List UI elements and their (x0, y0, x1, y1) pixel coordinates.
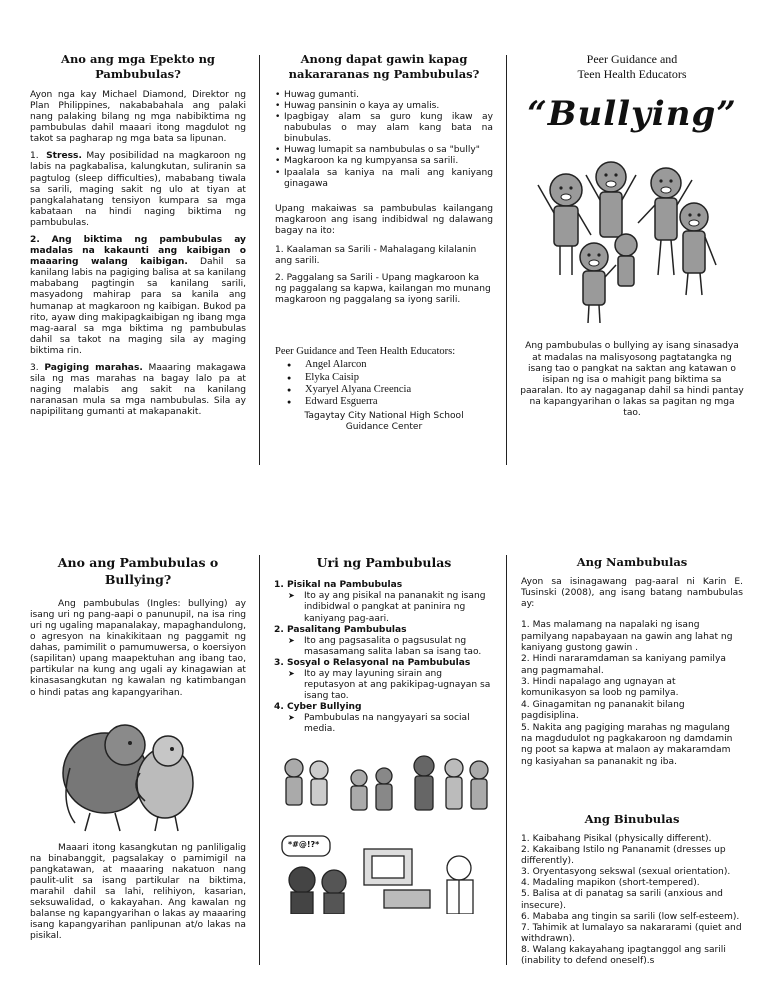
bully-trait: 5. Nakita ang pagiging marahas ng magulang na magdudulot ng pagkakaroon ng damdamin ng poot sa kapwa at malaon ay makaramdam ng kasiyahan sa pananakit ng iba. (521, 722, 733, 767)
types-title: Uri ng Pambubulas (316, 555, 452, 570)
bullies-intro: Ayon sa isinagawang pag-aaral ni Karin E. Tusinski (2008), ang isang batang nambubulas ay: (521, 577, 743, 610)
victim-trait: 2. Kakaibang Istilo ng Pananamit (dresses up differently). (521, 845, 726, 867)
victim-traits (521, 834, 743, 967)
bullying-types-illustration (274, 748, 494, 828)
type-item: 4. Cyber Bullying ➤ Pambubulas na nangyayari sa social media. (274, 702, 494, 735)
cover-title: “Bullying” (527, 94, 737, 134)
effects-intro: Ayon nga kay Michael Diamond, Direktor ng Plan Philippines, nakababahala ang palaki nang palaking bilang ng mga nabibiktima ng pambubulas dahil maaari itong magdulot ng takot sa pagharap ng mga bata sa lipunan. (30, 89, 246, 145)
guidance-center: Guidance Center (345, 421, 423, 432)
advice-item: • Huwag lumapit sa nambubulas o sa "bully" (275, 145, 493, 156)
divider-bottom-right (506, 555, 507, 965)
victim-trait: 7. Tahimik at lumalayo sa nakararami (quiet and withdrawn). (521, 922, 742, 944)
effect-item-1: 1. Stress. May posibilidad na magkaroon ng labis na pagkabalisa, kalungkutan, suliranin sa pagtulog (sleep difficulties), mababang tiwala sa sarili, maging sakit ng ulo at tiyan at pangkalahatang tensiyon kumpara sa mga kabataan na hindi naging biktima ng pambubulas. (30, 151, 246, 228)
speech-bubble-text: *#@!?* (288, 839, 320, 849)
school-name: Tagaytay City National High School (304, 410, 464, 421)
credit-name: ● Xyaryel Alyana Creencia (287, 384, 493, 396)
kids-group-illustration (516, 145, 748, 335)
what-to-do-panel (275, 52, 493, 433)
advice-item: • Huwag pansinin o kaya ay umalis. (275, 101, 493, 112)
what-to-do-title: Anong dapat gawin kapag nakararanas ng Pambubulas? (288, 52, 480, 81)
prevention-intro: Upang makaiwas sa pambubulas kailangang magkaroon ang isang indibidwal ng dalawang bagay na ito: (275, 203, 493, 236)
divider-top-right (506, 55, 507, 465)
bully-trait: 4. Ginagamitan ng pananakit bilang pagdisiplina. (521, 699, 685, 722)
credit-name: ● Angel Alarcon (287, 359, 493, 371)
advice-item: • Huwag gumanti. (275, 90, 493, 101)
credit-name: ● Edward Esguerra (287, 396, 493, 408)
cover-caption: Ang pambubulas o bullying ay isang sinasadya at madalas na malisyosong pagtatangka ng isang tao o pangkat na saktan ang katawan o isipan ng isa o mahigit pang biktima sa paaralan. Ito ay nagaganap dahil sa hindi pantay na kapangyarihan o lakas sa pagitan ng mga tao. (520, 341, 744, 419)
credits (275, 346, 493, 432)
bully-trait: 1. Mas malamang na napalaki ng isang pamilyang napabayaan na gawin ang lahat ng kaniyang gustong gawin . (521, 620, 733, 654)
bully-illustration (30, 713, 246, 833)
definition-panel (30, 555, 246, 948)
bully-trait: 2. Hindi nararamdaman sa kaniyang pamilya ang pagmamahal. (521, 654, 726, 676)
victim-trait: 1. Kaibahang Pisikal (physically different). (521, 833, 712, 844)
org-name: Peer Guidance and Teen Health Educators (577, 52, 687, 81)
victim-trait: 8. Walang kakayahang ipagtanggol ang sarili (inability to defend oneself).s (521, 944, 726, 967)
credit-name: ● Elyka Caisip (287, 372, 493, 384)
victim-trait: 4. Madaling mapikon (short-tempered). (521, 878, 700, 889)
divider-top-left (259, 55, 260, 465)
cyberbully-illustration (274, 834, 494, 914)
effects-title: Ano ang mga Epekto ng Pambubulas? (61, 52, 215, 81)
advice-item: • Ipagbigay alam sa guro kung ikaw ay nabubulas o may alam kang bata na binubulas. (275, 112, 493, 145)
advice-item: • Magkaroon ka ng kumpyansa sa sarili. (275, 156, 493, 167)
type-item: 3. Sosyal o Relasyonal na Pambubulas ➤ Ito ay may layuning sirain ang reputasyon at ang pakikipag-ugnayan sa isang tao. (274, 658, 494, 702)
prevention-item-1: 1. Kaalaman sa Sarili - Mahalagang kilalanin ang sarili. (275, 245, 477, 267)
bullies-panel (521, 555, 743, 967)
type-item: 2. Pasalitang Pambubulas ➤ Ito ang pagsasalita o pagsusulat ng masasamang salita laban sa isang tao. (274, 625, 494, 658)
cover-panel (516, 52, 748, 425)
definition-paragraph-1: Ang pambubulas (Ingles: bullying) ay isang uri ng pang-aapi o panunupil, na isa ring uri ng ugaling mapanalakay, mapaghandulong, o agresyon na kinakikitaan ng paggamit ng dahas, pamimilit o pamumuwersa, o koersiyon (sapilitan) upang maapektuhan ang ibang tao, partikular na kung ang ugali ay kinagawian at kinasasangkutan ng kawalan ng katimbangan o hindi patas ang kapangyarihan. (30, 598, 246, 698)
advice-item: • Ipaalala sa kaniya na mali ang kaniyang ginagawa (275, 168, 493, 190)
divider-bottom-left (259, 555, 260, 965)
credits-names (287, 359, 493, 409)
effect-item-3: 3. Pagiging marahas. Maaaring makagawa sila ng mas marahas na bagay lalo pa at naging malabis ang sakit na kanilang naranasan mula sa mga nambubulas. Sila ay napipilitang gumanti at makapanakit. (30, 363, 246, 418)
bully-trait: 3. Hindi napalago ang ugnayan at komunikasyon sa loob ng pamilya. (521, 677, 679, 699)
bully-traits (521, 620, 743, 768)
advice-list (275, 90, 493, 190)
bullies-title: Ang Nambubulas (576, 555, 688, 569)
definition-paragraph-2: Maaari itong kasangkutan ng panliligalig na binabanggit, pagsalakay o pamimigil na pangkatawan, at maaaring nakatuon nang paulit-ulit sa isang partikular na biktima, marahil dahil sa lahi, relihiyon, kasarian, seksuwalidad, o kakayahan. Ang kawalan ng balanse ng kapangyarihan o lakas ay maaaring isang kapangyarihan panlipunan at/o lakas na pisikal. (30, 842, 246, 942)
effect-item-2: 2. Ang biktima ng pambubulas ay madalas na kakaunti ang kaibigan o maaaring walang kaibigan. Dahil sa kanilang labis na pagiging balisa at sa kanilang mababang pagtingin sa kanilang sarili, masyadong mahirap para sa kanila ang humanap at magkaroon ng kaibigan. Bukod pa rito, ayaw ding makipagkaibigan ng ibang mga mag-aaral sa mga biktima ng pambubulas dahil sa takot na maging sila ay maging biktima rin. (30, 235, 246, 356)
victim-trait: 5. Balisa at di panatag sa sarili (anxious and insecure). (521, 889, 723, 911)
victim-trait: 3. Oryentasyong sekswal (sexual orientation). (521, 867, 731, 878)
types-panel (274, 555, 494, 914)
effects-panel (30, 52, 246, 425)
credits-title: Peer Guidance and Teen Health Educators: (275, 346, 456, 358)
victim-trait: 6. Mababa ang tingin sa sarili (low self-esteem). (521, 911, 740, 922)
victims-title: Ang Binubulas (584, 811, 680, 826)
definition-title: Ano ang Pambubulas o Bullying? (57, 555, 219, 587)
prevention-item-2: 2. Paggalang sa Sarili - Upang magkaroon ka ng paggalang sa kapwa, kailangan mo munang magkaroon ng paggalang sa iyong sarili. (275, 273, 491, 306)
type-item: 1. Pisikal na Pambubulas ➤ Ito ay ang pisikal na pananakit ng isang indibidwal o pangkat at paninira ng kaniyang pag-aari. (274, 580, 494, 624)
